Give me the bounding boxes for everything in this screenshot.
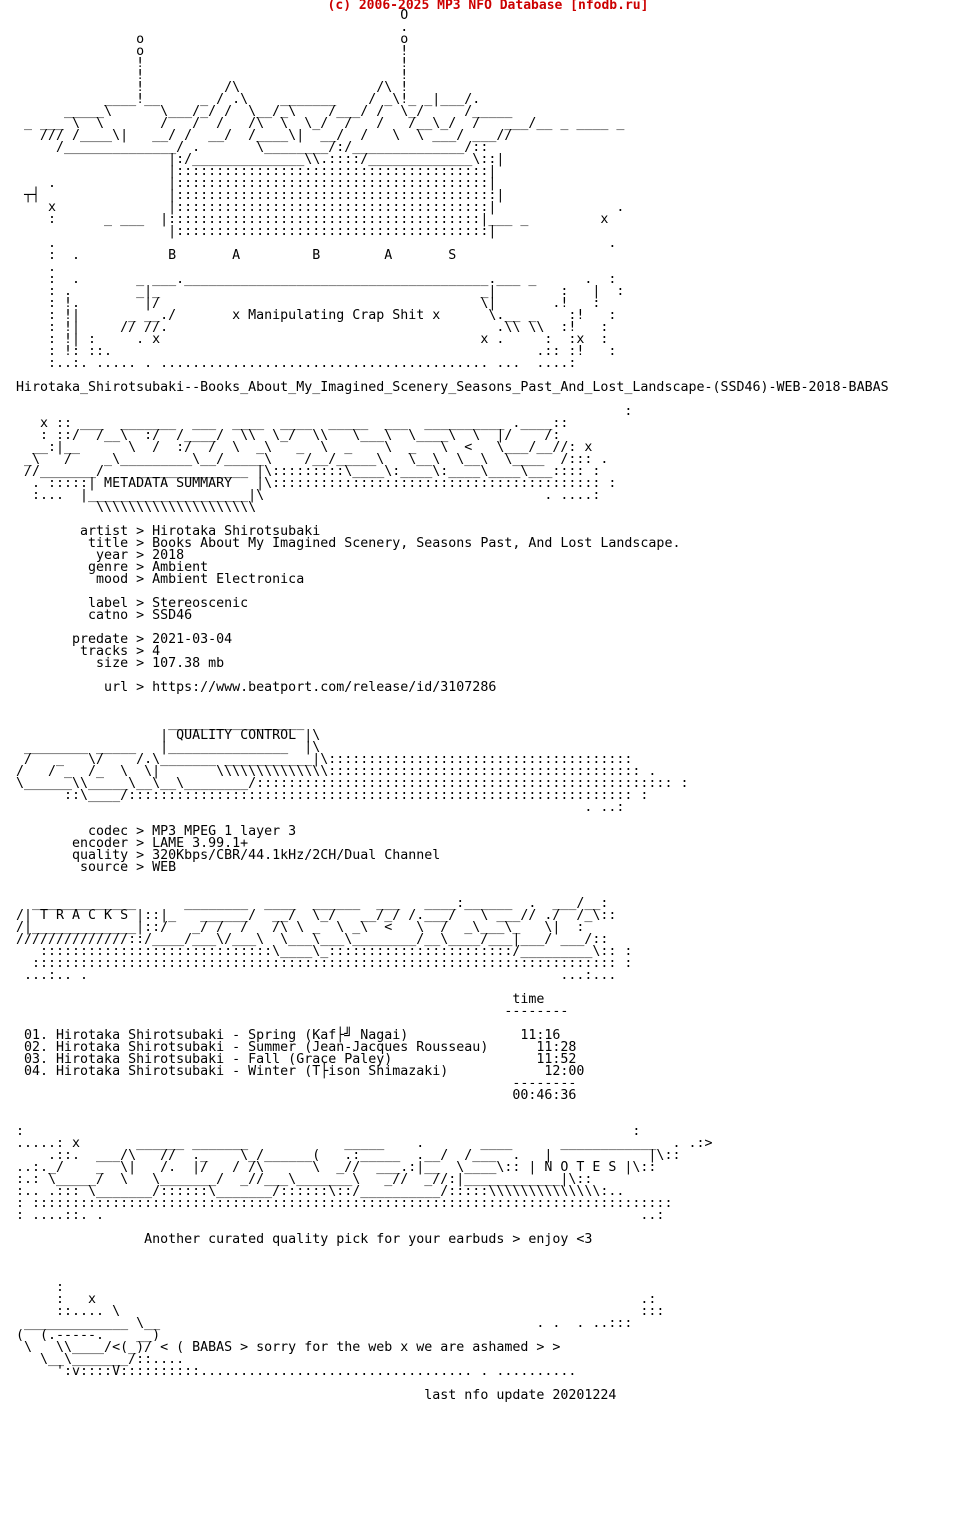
- footer-ascii-art: : : x .: ::.... \ ::: _____________ \__ . . . ..::: ( (.-----. __) \ \\____/<(_)/ < ( BABAS > sorry for the web x we are ashamed > > \__\_______/::.... ':v::::V::::::::::.................................. . ..........: [16, 1280, 665, 1379]
- quality-control-banner: _________________ | QUALITY CONTROL |\ ________ _____ |_______________ |\ / _ \/ /.\_______ ___________|\:::::::::::::::::::::::::::::::::::::: / / _ /_ \ \| \\\\\\\\\\\\\\::::::::::::::::::::::::::::::::::::::: . \______\\_____\__\__\________/:::::::::::::::::::::::::::::::::::::::::::::::::::: : ::\____/::::::::::::::::::::::::::::::::::::::::::::::::::::::::::::::: : . ..:: [16, 716, 689, 815]
- metadata-summary-banner: : x :: ___ _______ ___ ____ ____ _____ ___ __________ .____:: : ::/ /__\ :/ /____/ \\ \_/ \\ \___\ \____\ \ |/ /: __:|__ \ / :/ / \ _\ _ \ _ \ _ \ < \___/__//: x _\ / _\_________\__/_____\ /__/_____\ \__\ \__\ \____ /::: . //_______/ ______________ |\:::::::::\____\:____\:____\____\___:::: : . :::::| METADATA SUMMARY |\::::::::::::::::::::::::::::::::::::::::: : :... |____________________|\ . ....: \\\\\\\\\\\\\\\\\\\\: [24, 404, 633, 515]
- notes-text: Another curated quality pick for your earbuds > enjoy <3: [16, 1232, 593, 1247]
- track-list: 01. Hirotaka Shirotsubaki - Spring (Kaf├╝ Nagai) 11:16 02. Hirotaka Shirotsubaki - Summer (Jean-Jacques Rousseau) 11:28 03. Hirotaka Shirotsubaki - Fall (Grace Paley) 11:52 04. Hirotaka Shirotsubaki - Winter (T├ison Shimazaki) 12:00 -------- 00:46:36: [24, 1028, 585, 1103]
- notes-banner: : : .....: x ______ _______ _____ . ____ ____________ . .:> .::. ___/\ // ._ \_/______( .:_____ .__/ /___ . | |\:: ..:._/ _ \| /. |/ / /\ \ _// ___.:|__ \____\:: | N O T E S |\:: :.: \_____/ \ \_______/ _//___\_______\ _// _//:|____________|\:: :.. .::: \_______/::::::\_______/::::::\::/__________/:::::\\\\\\\\\\\\\\:.. : :::::::::::::::::::::::::::::::::::::::::::::::::::::::::::::::::::::::::::::::: : ....::. . ..:: [16, 1124, 713, 1223]
- logo-ascii-art: O . o o o ! ! ! ! ! ! /\ /\ ! ____!__ _ / .\ _______ / _\!_ _|___/. _____\ \___/_/ / \__/_\ /___/ / \_/ /_____ _ ___ \ \ / / / /\ \ \_/ / / /__\_/ / ___/__ _ ____ _ /// /____\| __/ / __/ /____\| __/ / \ \ ___/ ___// /______________/ . \________/:/______________/:: |:/______________\\.::::/_____________\::| |:::::::::::::::::::::::::::::::::::::::| . |:::::::::::::::::::::::::::::::::::::::| ┬┤ |::::::::::::::::::::::::::::::::::::::::| x |:::::::::::::::::::::::::::::::::::::::| . : _ ___ |:::::::::::::::::::::::::::::::::::::::|___ _ x |:::::::::::::::::::::::::::::::::::::::| . . : . B A B A S . : . _ ___.______________________________________.___ _ . : : . _|_ _| : | : : !. |/ \| .! : : !| _ __./ x Manipulating Crap Shit x \.__ _ :! : : !| // //. .\\ \\ :! : : !| : . x x . : :x : : !: ::. .:: :! : :..:. ..... . ......................................... ... ....:: [24, 8, 625, 371]
- metadata-fields: artist > Hirotaka Shirotsubaki title > Books About My Imagined Scenery, Seasons Past, And Lost Landscape. year > 2018 genre > Ambient mood > Ambient Electronica label > Stereoscenic catno > SSD46 predate > 2021-03-04 tracks > 4 size > 107.38 mb url > https://www.beatport.com/release/id/3107286: [72, 524, 681, 695]
- quality-fields: codec > MP3 MPEG 1 layer 3 encoder > LAME 3.99.1+ quality > 320Kbps/CBR/44.1kHz/2CH/Dual Channel source > WEB: [72, 824, 441, 875]
- tracks-header: time --------: [504, 992, 569, 1019]
- release-name: Hirotaka_Shirotsubaki--Books_About_My_Imagined_Scenery_Seasons_Past_And_Lost_Landscape-(SSD46)-WEB-2018-BABAS: [16, 380, 889, 395]
- nfodb-header-title: (c) 2006-2025 MP3 NFO Database [nfodb.ru]: [327, 0, 649, 13]
- nfo-document: [16, 10, 889, 1402]
- tracks-banner: _____________ ________ ____ ______ ___ ____:______ . ___/__: /| T R A C K S |::|_ ______/ __/ \_/ __/_/ /.___/ \ ___// ./ /_\:: /|_____________|::/ _/ / / /\ \ _ \ _\ < \ / _\___\_ \| : //////////////::/____/___\/___\ \___\___\________/__\____/___|___/ ___/:: :::::::::::::::::::::::::::::\____\_:::::::::::::::::::::::/_________\:: : ::::::::::::::::::::::::::::::::::::::::::::::::::::::::::::::::::::::::: : ...:.. . ...:...: [16, 896, 633, 983]
- last-update-line: last nfo update 20201224: [16, 1388, 617, 1403]
